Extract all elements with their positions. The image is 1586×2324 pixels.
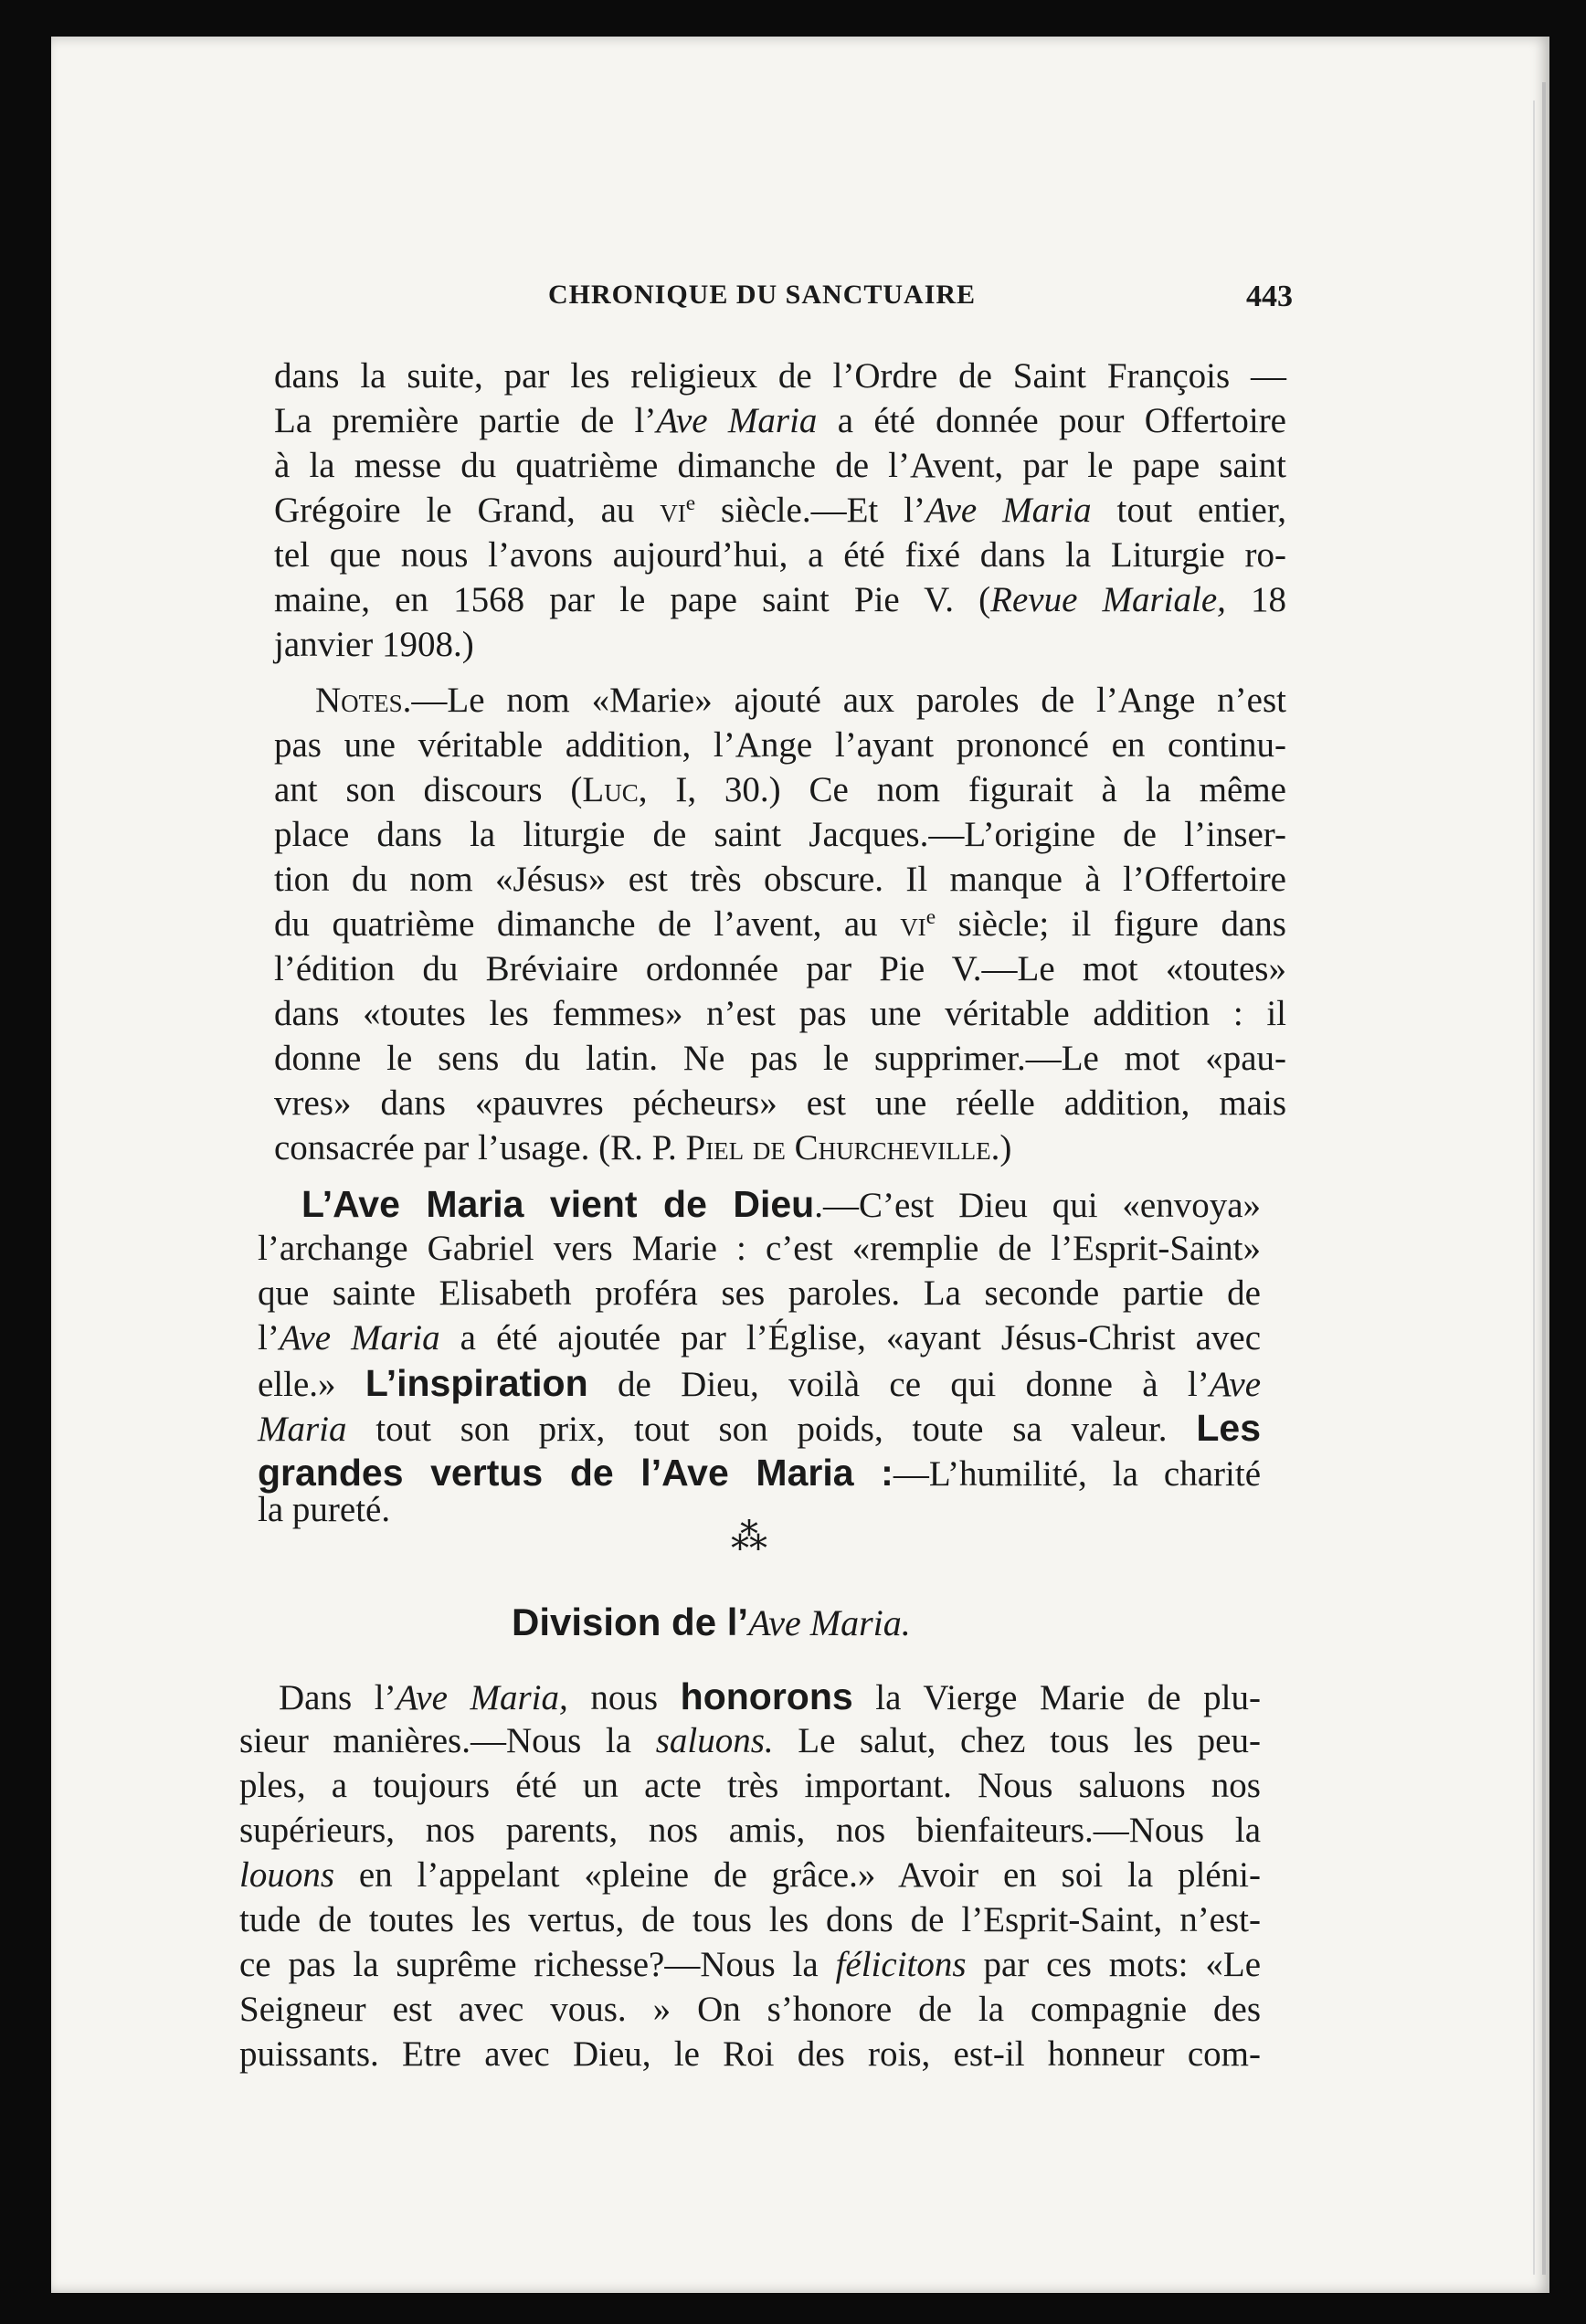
para1-line: Grégoire le Grand, au $vi^e$ siècle.—Et l’Ave Maria tout entier, — [274, 491, 1287, 530]
para3-line: Dans l’Ave Maria, nous honorons la Vierge Marie de plu- — [279, 1675, 1261, 1717]
para1-line: janvier 1908.) — [274, 625, 474, 664]
notes-line: Notes.—Le nom «Marie» ajouté aux paroles de l’Ange n’est — [315, 681, 1286, 720]
notes-line: du quatrième dimanche de l’avent, au $vi^e$ siècle; il figure dans — [274, 904, 1286, 944]
notes-line: l’édition du Bréviaire ordonnée par Pie V.—Le mot «toutes» — [274, 949, 1286, 988]
para2-line: la pureté. — [258, 1490, 391, 1529]
page-number: 443 — [1246, 280, 1293, 313]
para3-line: puissants. Etre avec Dieu, le Roi des rois, est-il honneur com- — [239, 2034, 1261, 2074]
para3-line: Seigneur est avec vous. » On s’honore de la compagnie des — [239, 1990, 1261, 2029]
para2-line: que sainte Elisabeth proféra ses paroles. La seconde partie de — [258, 1273, 1261, 1313]
para2-line: l’archange Gabriel vers Marie : c’est «remplie de l’Esprit-Saint» — [258, 1229, 1261, 1268]
para2-line: Maria tout son prix, tout son poids, toute sa valeur. Les — [258, 1407, 1261, 1449]
para3-line: tude de toutes les vertus, de tous les dons de l’Esprit-Saint, n’est- — [239, 1900, 1261, 1939]
notes-line: donne le sens du latin. Ne pas le supprimer.—Le mot «pau- — [274, 1039, 1286, 1078]
asterism-separator: ⁂ — [731, 1516, 767, 1558]
para2-line: l’Ave Maria a été ajoutée par l’Église, «ayant Jésus-Christ avec — [258, 1318, 1262, 1357]
notes-line: dans «toutes les femmes» n’est pas une véritable addition : il — [274, 994, 1286, 1033]
para2-line: grandes vertus de l’Ave Maria :—L’humilité, la charité — [258, 1452, 1262, 1494]
page-header — [548, 280, 1293, 325]
para2-line: elle.» L’inspiration de Dieu, voilà ce qui donne à l’Ave — [258, 1362, 1262, 1404]
notes-line: vres» dans «pauvres pécheurs» est une réelle addition, mais — [274, 1083, 1286, 1123]
para3-line: supérieurs, nos parents, nos amis, nos bienfaiteurs.—Nous la — [239, 1811, 1261, 1850]
para1-line: maine, en 1568 par le pape saint Pie V. (Revue Mariale, 18 — [274, 580, 1287, 619]
para1-line: à la messe du quatrième dimanche de l’Avent, par le pape saint — [274, 446, 1286, 485]
page-edge-inner — [1533, 100, 1535, 2275]
notes-line: pas une véritable addition, l’Ange l’ayant prononcé en continu- — [274, 725, 1286, 765]
notes-line: ant son discours (Luc, I, 30.) Ce nom figurait à la même — [274, 770, 1286, 809]
section-title: Division de l’Ave Maria. — [512, 1600, 911, 1643]
notes-line: place dans la liturgie de saint Jacques.—L’origine de l’inser- — [274, 815, 1286, 854]
para1-line: La première partie de l’Ave Maria a été donnée pour Offertoire — [274, 401, 1286, 440]
notes-line: tion du nom «Jésus» est très obscure. Il manque à l’Offertoire — [274, 860, 1286, 899]
para1-line: dans la suite, par les religieux de l’Ordre de Saint François — — [274, 356, 1286, 396]
running-head: CHRONIQUE DU SANCTUAIRE — [548, 280, 977, 310]
para3-line: sieur manières.—Nous la saluons. Le salut, chez tous les peu- — [239, 1721, 1261, 1760]
para2-line: L’Ave Maria vient de Dieu.—C’est Dieu qui «envoya» — [301, 1183, 1261, 1225]
para3-line: louons en l’appelant «pleine de grâce.» Avoir en soi la pléni- — [239, 1855, 1261, 1895]
para1-line: tel que nous l’avons aujourd’hui, a été fixé dans la Liturgie ro- — [274, 535, 1286, 575]
para3-line: ples, a toujours été un acte très important. Nous saluons nos — [239, 1766, 1261, 1805]
notes-line: consacrée par l’usage. (R. P. Piel de Churcheville.) — [274, 1128, 1012, 1167]
page-edge — [1542, 82, 1546, 2275]
para3-line: ce pas la suprême richesse?—Nous la félicitons par ces mots: «Le — [239, 1945, 1261, 1984]
